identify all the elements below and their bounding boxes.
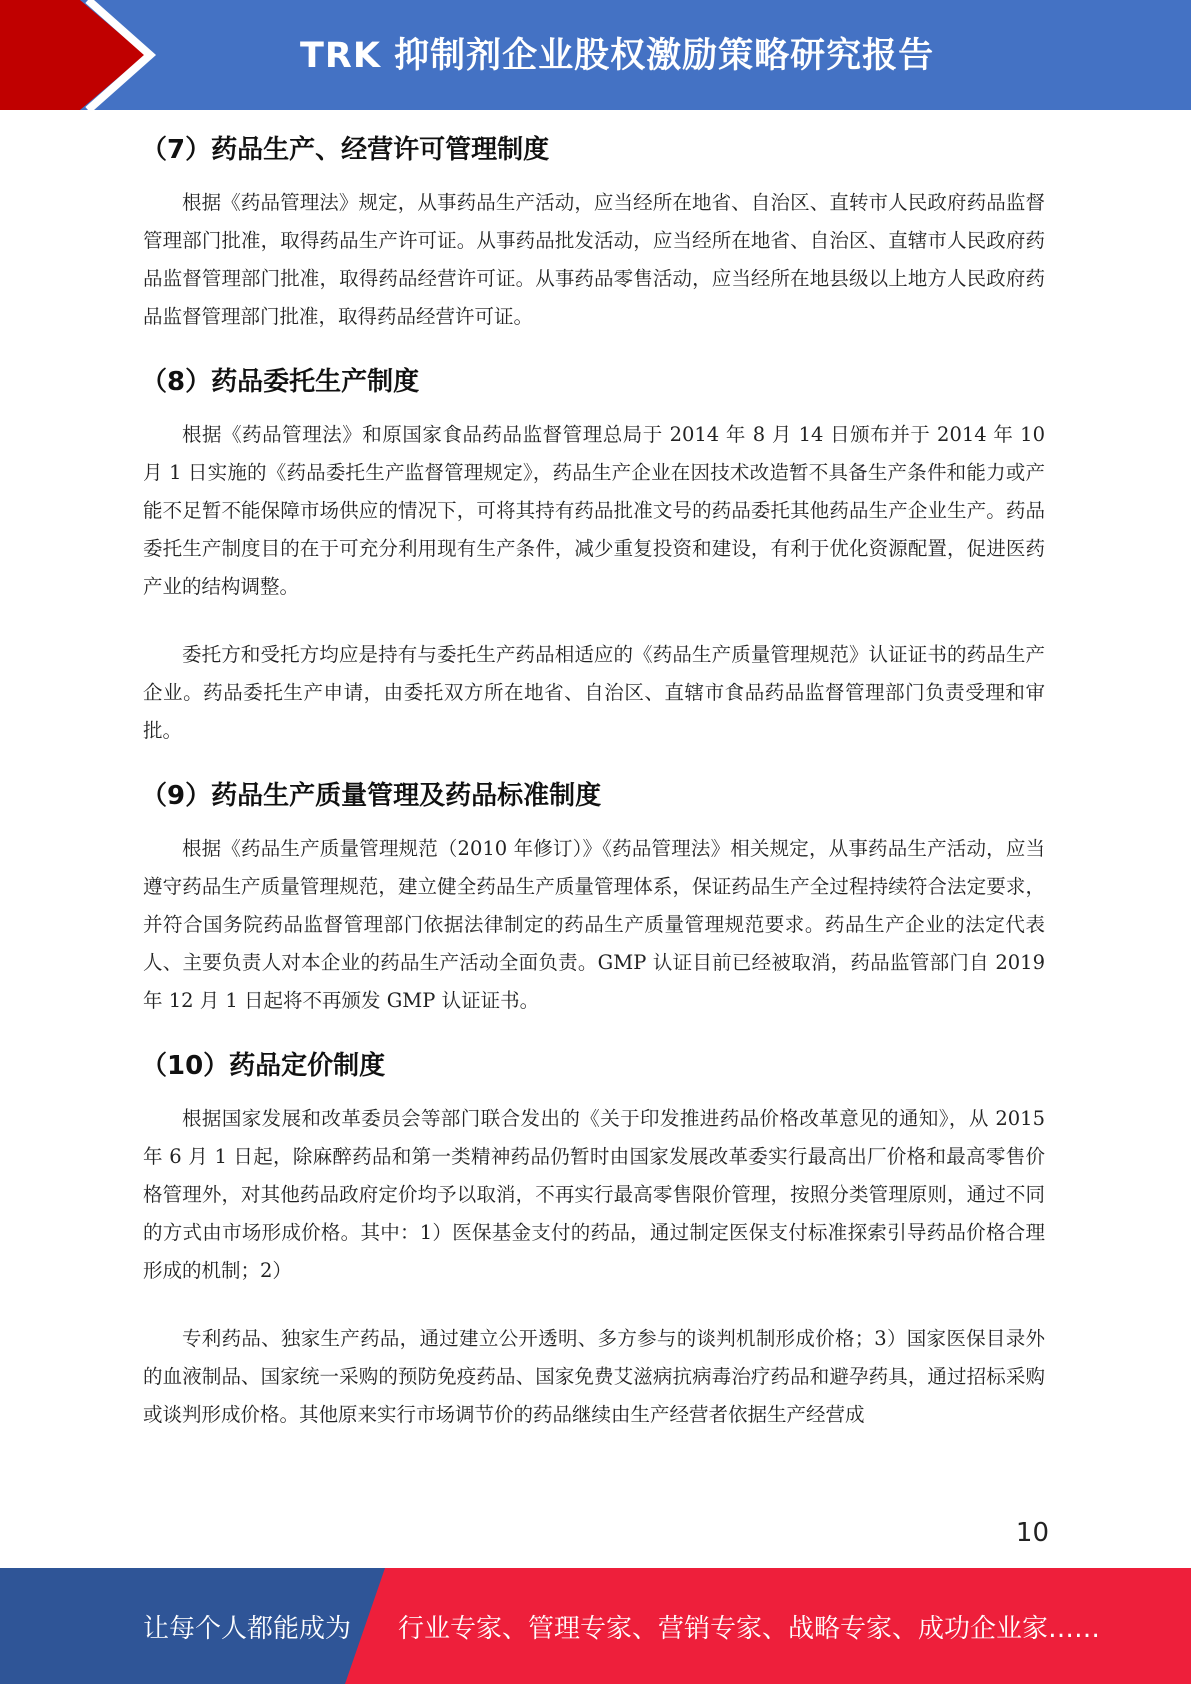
- footer-slogan-left: 让每个人都能成为: [143, 1614, 352, 1644]
- section-heading-8: （8）药品委托生产制度: [141, 367, 420, 397]
- section-heading-10: （10）药品定价制度: [141, 1051, 386, 1081]
- report-title: TRK 抑制剂企业股权激励策略研究报告: [300, 36, 935, 76]
- section-9-paragraph-1: 根据《药品生产质量管理规范（2010 年修订）》《药品管理法》相关规定，从事药品生产活动，应当遵守药品生产质量管理规范，建立健全药品生产质量管理体系，保证药品生产全过程持续符合法定要求，并符合国务院药品监督管理部门依据法律制定的药品生产质量管理规范要求。药品生产企业的法定代表人、主要负责人对本企业的药品生产活动全面负责。GMP 认证目前已经被取消，药品监管部门自 2019 年 12 月 1 日起将不再颁发 GMP 认证证书。: [143, 837, 1045, 1012]
- section-10-paragraph-2: 专利药品、独家生产药品，通过建立公开透明、多方参与的谈判机制形成价格；3）国家医保目录外的血液制品、国家统一采购的预防免疫药品、国家免费艾滋病抗病毒治疗药品和避孕药具，通过招标采购或谈判形成价格。其他原来实行市场调节价的药品继续由生产经营者依据生产经营成: [143, 1327, 1045, 1426]
- section-heading-9: （9）药品生产质量管理及药品标准制度: [141, 781, 602, 811]
- document-body: [143, 128, 1045, 1456]
- section-8-paragraph-2: 委托方和受托方均应是持有与委托生产药品相适应的《药品生产质量管理规范》认证证书的药品生产企业。药品委托生产申请，由委托双方所在地省、自治区、直辖市食品药品监督管理部门负责受理和审批。: [143, 643, 1045, 742]
- section-heading-7: （7）药品生产、经营许可管理制度: [141, 135, 550, 165]
- header-banner: [0, 0, 1191, 110]
- section-7-paragraph-1: 根据《药品管理法》规定，从事药品生产活动，应当经所在地省、自治区、直转市人民政府药品监督管理部门批准，取得药品生产许可证。从事药品批发活动，应当经所在地省、自治区、直辖市人民政府药品监督管理部门批准，取得药品经营许可证。从事药品零售活动，应当经所在地县级以上地方人民政府药品监督管理部门批准，取得药品经营许可证。: [143, 191, 1045, 328]
- section-8-paragraph-1: 根据《药品管理法》和原国家食品药品监督管理总局于 2014 年 8 月 14 日颁布并于 2014 年 10 月 1 日实施的《药品委托生产监督管理规定》，药品生产企业在因技术改造暂不具备生产条件和能力或产能不足暂不能保障市场供应的情况下，可将其持有药品批准文号的药品委托其他药品生产企业生产。药品委托生产制度目的在于可充分利用现有生产条件，减少重复投资和建设，有利于优化资源配置，促进医药产业的结构调整。: [143, 423, 1045, 598]
- footer-banner: [0, 1568, 1191, 1684]
- section-10-paragraph-1: 根据国家发展和改革委员会等部门联合发出的《关于印发推进药品价格改革意见的通知》，从 2015 年 6 月 1 日起，除麻醉药品和第一类精神药品仍暂时由国家发展改革委实行最高出厂价格和最高零售价格管理外，对其他药品政府定价均予以取消，不再实行最高零售限价管理，按照分类管理原则，通过不同的方式由市场形成价格。其中：1）医保基金支付的药品，通过制定医保支付标准探索引导药品价格合理形成的机制；2）: [143, 1107, 1045, 1282]
- footer-slogan-right: 行业专家、管理专家、营销专家、战略专家、成功企业家……: [398, 1614, 1101, 1644]
- page-number: 10: [1015, 1518, 1049, 1548]
